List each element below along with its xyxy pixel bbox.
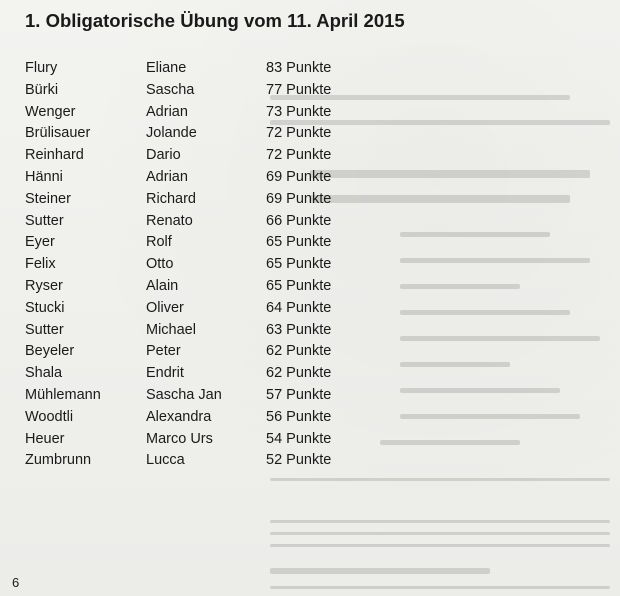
first-name: Richard: [146, 190, 196, 207]
score: 54 Punkte: [266, 430, 332, 447]
first-name: Marco Urs: [146, 430, 213, 447]
last-name: Wenger: [25, 103, 76, 120]
result-row: [25, 429, 425, 451]
score: 73 Punkte: [266, 103, 332, 120]
page-number: 6: [12, 575, 20, 590]
score: 65 Punkte: [266, 234, 332, 251]
last-name: Sutter: [25, 212, 64, 229]
last-name: Brülisauer: [25, 125, 91, 142]
page-title: 1. Obligatorische Übung vom 11. April 2015: [25, 10, 405, 31]
first-name: Oliver: [146, 299, 184, 316]
result-row: [25, 320, 425, 342]
first-name: Adrian: [146, 168, 188, 185]
score: 77 Punkte: [266, 81, 332, 98]
results-list: [25, 58, 425, 472]
first-name: Alexandra: [146, 408, 212, 425]
result-row: [25, 102, 425, 124]
score: 57 Punkte: [266, 386, 332, 403]
result-row: [25, 450, 425, 472]
first-name: Alain: [146, 277, 179, 294]
score: 72 Punkte: [266, 125, 332, 142]
first-name: Dario: [146, 147, 181, 164]
first-name: Renato: [146, 212, 193, 229]
first-name: Peter: [146, 343, 181, 360]
last-name: Eyer: [25, 234, 55, 251]
last-name: Stucki: [25, 299, 65, 316]
score: 72 Punkte: [266, 147, 332, 164]
result-row: [25, 254, 425, 276]
score: 63 Punkte: [266, 321, 332, 338]
first-name: Michael: [146, 321, 196, 338]
score: 66 Punkte: [266, 212, 332, 229]
last-name: Mühlemann: [25, 386, 101, 403]
first-name: Sascha: [146, 81, 195, 98]
first-name: Rolf: [146, 234, 172, 251]
first-name: Sascha Jan: [146, 386, 222, 403]
score: 52 Punkte: [266, 452, 332, 469]
last-name: Heuer: [25, 430, 65, 447]
last-name: Bürki: [25, 81, 59, 98]
last-name: Steiner: [25, 190, 71, 207]
last-name: Woodtli: [25, 408, 74, 425]
last-name: Felix: [25, 256, 56, 273]
result-row: [25, 167, 425, 189]
result-row: [25, 276, 425, 298]
last-name: Beyeler: [25, 343, 75, 360]
score: 65 Punkte: [266, 256, 332, 273]
first-name: Otto: [146, 256, 174, 273]
last-name: Flury: [25, 60, 58, 76]
result-row: [25, 80, 425, 102]
result-row: [25, 58, 425, 80]
result-row: [25, 211, 425, 233]
result-row: [25, 232, 425, 254]
first-name: Lucca: [146, 452, 185, 469]
last-name: Reinhard: [25, 147, 84, 164]
score: 56 Punkte: [266, 408, 332, 425]
last-name: Zumbrunn: [25, 452, 92, 469]
result-row: [25, 385, 425, 407]
last-name: Hänni: [25, 168, 63, 185]
last-name: Ryser: [25, 277, 63, 294]
score: 64 Punkte: [266, 299, 332, 316]
last-name: Sutter: [25, 321, 64, 338]
last-name: Shala: [25, 365, 63, 382]
first-name: Eliane: [146, 60, 187, 76]
result-row: [25, 407, 425, 429]
score: 69 Punkte: [266, 168, 332, 185]
score: 69 Punkte: [266, 190, 332, 207]
score: 62 Punkte: [266, 343, 332, 360]
result-row: [25, 123, 425, 145]
result-row: [25, 298, 425, 320]
result-row: [25, 145, 425, 167]
result-row: [25, 189, 425, 211]
score: 65 Punkte: [266, 277, 332, 294]
result-row: [25, 341, 425, 363]
result-row: [25, 363, 425, 385]
score: 83 Punkte: [266, 60, 332, 76]
first-name: Adrian: [146, 103, 188, 120]
first-name: Jolande: [146, 125, 197, 142]
first-name: Endrit: [146, 365, 184, 382]
score: 62 Punkte: [266, 365, 332, 382]
